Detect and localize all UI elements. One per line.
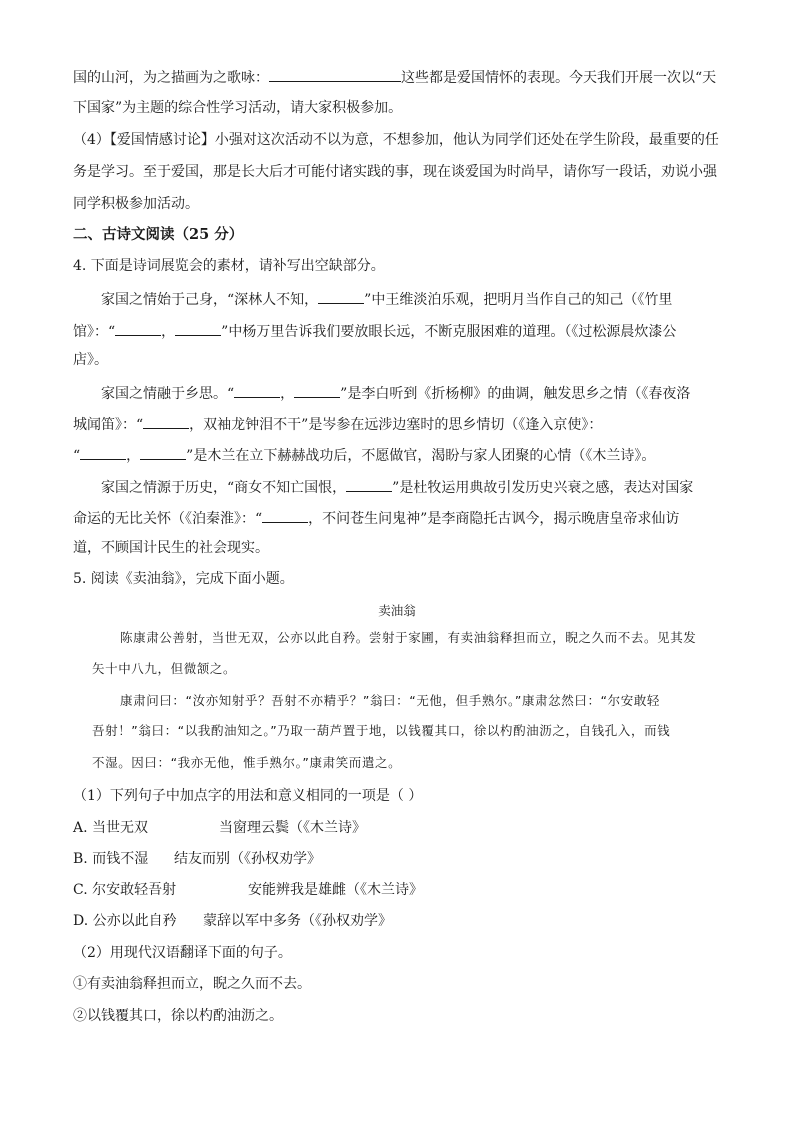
q4-p2-line-2 [73, 413, 602, 435]
section-heading: 二、古诗文阅读（25 分） [73, 226, 244, 243]
q3-4-line-1: （4）【爱国情感讨论】小强对这次活动不以为意，不想参加，他认为同学们还处在学生阶段，最重要的任 [73, 132, 719, 148]
text: 家国之情融于乡思。“ [101, 386, 235, 402]
q4-p3-line-3: 道，不顾国计民生的社会现实。 [73, 540, 269, 556]
answer-blank[interactable] [318, 288, 364, 304]
answer-blank[interactable] [234, 382, 280, 398]
text: ， [126, 448, 141, 464]
answer-blank[interactable] [140, 444, 186, 460]
q4-p1-line-3: 店》。 [73, 352, 108, 368]
intro-line-2: 下国家”为主题的综合性学习活动，请大家积极参加。 [73, 100, 403, 116]
text: 命运的无比关怀（《泊秦淮》：“ [73, 511, 263, 527]
text: ”是杜牧运用典故引发历史兴衰之感，表达对国家 [392, 480, 694, 496]
text: ，不问苍生问鬼神”是李商隐托古讽今，揭示晚唐皇帝求仙访 [308, 511, 680, 527]
text: ”中王维淡泊乐观，把明月当作自己的知己（《竹里 [364, 292, 673, 308]
q3-4-line-3: 同学积极参加活动。 [73, 196, 199, 212]
intro-text-a: 国的山河，为之描画为之歌咏： [73, 70, 269, 86]
text: ”是李白听到《折杨柳》的曲调，触发思乡之情（《春夜洛 [340, 386, 691, 402]
answer-blank[interactable] [175, 320, 221, 336]
translate-item-2: ②以钱覆其口，徐以杓酌油沥之。 [73, 1008, 283, 1024]
passage-line: 陈康肃公善射，当世无双，公亦以此自矜。尝射于家圃，有卖油翁释担而立，睨之久而不去。见其发 [120, 630, 697, 645]
text: ， [161, 324, 176, 340]
option-d-left: D. 公亦以此自矜 [73, 913, 177, 929]
answer-blank[interactable] [269, 66, 401, 82]
q4-p1-line-2 [73, 320, 676, 342]
option-c-left: C. 尔安敢轻吾射 [73, 882, 177, 898]
q4-stem: 4. 下面是诗词展览会的素材，请补写出空缺部分。 [73, 258, 385, 274]
text: 馆》：“ [73, 324, 116, 340]
option-d-right: 蒙辞以军中多务（《孙权劝学》 [203, 913, 392, 929]
option-a-left: A. 当世无双 [73, 820, 149, 836]
answer-blank[interactable] [115, 320, 161, 336]
q5-sub1: （1）下列句子中加点字的用法和意义相同的一项是（ ） [73, 788, 423, 804]
text: “ [73, 448, 81, 464]
q4-p2-line-1 [101, 382, 690, 404]
passage-line: 吾射！”翁曰：“以我酌油知之。”乃取一葫芦置于地，以钱覆其口，徐以杓酌油沥之，自钱孔入，而钱 [92, 723, 671, 738]
passage-line: 康肃问曰：“汝亦知射乎？吾射不亦精乎？”翁曰：“无他，但手熟尔。”康肃忿然曰：“尔安敢轻 [120, 693, 661, 708]
text: ， [280, 386, 295, 402]
q5-stem: 5. 阅读《卖油翁》，完成下面小题。 [73, 571, 294, 587]
option-b-left: B. 而钱不湿 [73, 851, 149, 867]
q4-p2-line-3 [73, 444, 655, 466]
option-a-right: 当窗理云鬓（《木兰诗》 [219, 820, 366, 836]
translate-item-1: ①有卖油翁释担而立，睨之久而不去。 [73, 976, 311, 992]
text: ”是木兰在立下赫赫战功后，不愿做官，渴盼与家人团聚的心情（《木兰诗》。 [186, 448, 656, 464]
q4-p3-line-1 [101, 476, 693, 498]
answer-blank[interactable] [262, 507, 308, 523]
text: 家国之情源于历史，“商女不知亡国恨， [101, 480, 347, 496]
answer-blank[interactable] [143, 413, 189, 429]
passage-line: 矢十中八九，但微颔之。 [92, 661, 237, 676]
q5-sub2: （2）用现代汉语翻译下面的句子。 [73, 945, 292, 961]
answer-blank[interactable] [346, 476, 392, 492]
text: ”中杨万里告诉我们要放眼长远，不断克服困难的道理。（《过松源晨炊漆公 [221, 324, 677, 340]
intro-line-1 [73, 66, 716, 88]
q4-p1-line-1 [101, 288, 672, 310]
text: 家国之情始于己身，“深林人不知， [101, 292, 319, 308]
option-b-right: 结友而别（《孙权劝学》 [174, 851, 321, 867]
text: ，双袖龙钟泪不干”是岑参在远涉边塞时的思乡情切（《逢入京使》： [189, 417, 603, 433]
passage-title: 卖油翁 [378, 603, 416, 618]
passage-line: 不湿。因曰：“我亦无他，惟手熟尔。”康肃笑而遣之。 [92, 755, 402, 770]
text: 城闻笛》：“ [73, 417, 144, 433]
answer-blank[interactable] [80, 444, 126, 460]
intro-text-b: 这些都是爱国情怀的表现。今天我们开展一次以“天 [401, 70, 717, 86]
q3-4-line-2: 务是学习。至于爱国，那是长大后才可能付诸实践的事，现在谈爱国为时尚早，请你写一段话，劝说小强 [73, 164, 717, 180]
q4-p3-line-2 [73, 507, 679, 529]
answer-blank[interactable] [294, 382, 340, 398]
option-c-right: 安能辨我是雄雌（《木兰诗》 [248, 882, 423, 898]
